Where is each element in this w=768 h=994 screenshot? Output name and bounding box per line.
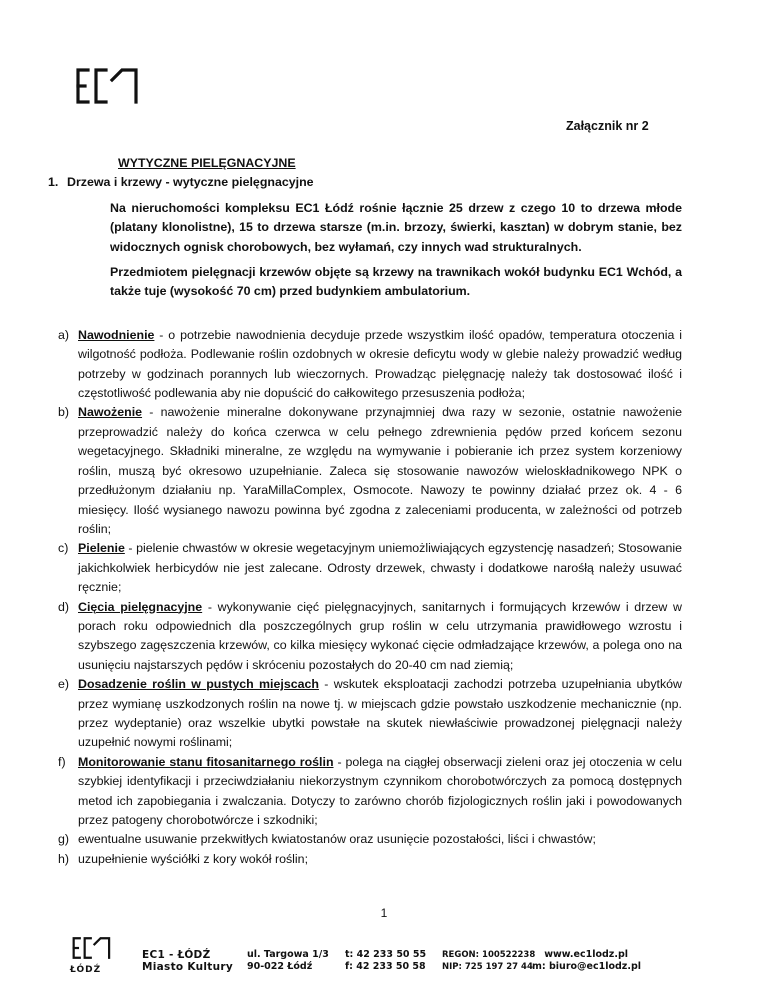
trees-paragraph: Na nieruchomości kompleksu EC1 Łódź rośnie łącznie 25 drzew z czego 10 to drzewa młode (platany klonolistne), 15 to drzewa starsze (m.in. brzozy, świerki, kasztan) w dobrym stanie, bez widocznych ognisk chorobowych, bez wyłamań, czy innych wad strukturalnych. [110, 200, 682, 254]
document-body [48, 154, 682, 869]
list-text: - wykonywanie cięć pielęgnacyjnych, sanitarnych i formujących krzewów i drzew w porach roku odpowiednich dla poszczególnych grup roślin w celu utrzymania prawidłowego wzrostu i szybszego zagęszczenia krzewów, co kilka miesięcy wykonać cięcie odmładzające krzewów, a polega ono na usunięciu najstarszych pędów i skróceniu pozostałych do 20-40 cm nad ziemią; [78, 599, 682, 672]
list-item-g [48, 830, 682, 849]
list-item-e [48, 675, 682, 753]
list-item-f [48, 753, 682, 831]
ec1-logo-small [70, 937, 114, 959]
footer-city: 90-022 Łódź [247, 961, 313, 972]
section-heading: WYTYCZNE PIELĘGNACYJNE [118, 156, 296, 170]
footer-contact [345, 949, 426, 973]
section-1-title-row [48, 173, 682, 192]
footer-regon: REGON: 100522238 [442, 950, 536, 960]
list-marker: e) [58, 677, 70, 692]
care-guidelines-list [48, 326, 682, 869]
footer-logo-text: ŁÓDŹ [70, 965, 102, 975]
list-item-d [48, 598, 682, 676]
shrubs-paragraph: Przedmiotem pielęgnacji krzewów objęte są krzewy na trawnikach wokół budynku EC1 Wchód, a także tuje (wysokość 70 cm) przed budynkiem ambulatorium. [110, 265, 682, 299]
list-marker: c) [58, 541, 69, 556]
list-text: - wskutek eksploatacji zachodzi potrzeba uzupełniania ubytków przez wymianę uszkodzonych roślin na nowe tj. w miejscach gdzie powstało uszkodzenie mechanicznie (np. przez wydeptanie) oraz wszelkie ubytki powstałe na skutek niewłaściwie prowadzonej pielęgnacji należy uzupełnić nowymi roślinami; [78, 677, 682, 750]
footer-email-link[interactable]: m: biuro@ec1lodz.pl [532, 961, 641, 972]
footer-org-name: EC1 - ŁÓDŹ [142, 949, 211, 961]
footer-logo [70, 937, 114, 975]
footer-org-subtitle: Miasto Kultury [142, 961, 234, 973]
footer-org [142, 949, 233, 973]
footer-web [532, 949, 641, 973]
footer [0, 935, 768, 975]
list-marker: b) [58, 405, 70, 420]
attachment-label: Załącznik nr 2 [566, 119, 649, 133]
footer-ids [442, 949, 535, 973]
list-item-c [48, 539, 682, 597]
list-term: Monitorowanie stanu fitosanitarnego roślin [78, 754, 334, 769]
list-marker: f) [58, 754, 66, 769]
section-1-number: 1. [48, 175, 59, 190]
list-term: Pielenie [78, 541, 125, 556]
page-number: 1 [380, 906, 388, 920]
list-text: - polega na ciągłej obserwacji zieleni oraz jej otoczenia w celu szybkiej identyfikacji i przeciwdziałaniu niekorzystnym czynnikom chorobotwórczych za pomocą dostępnych metod ich zapobiegania i zwalczania. Dotyczy to zarówno chorób fizjologicznych roślin jaki i powodowanych przez patogeny chorobotwórcze i szkodniki; [78, 754, 682, 827]
list-text: uzupełnienie wyściółki z kory wokół roślin; [78, 851, 309, 866]
list-item-b [48, 403, 682, 539]
list-term: Nawożenie [78, 405, 143, 420]
footer-website-link[interactable]: www.ec1lodz.pl [544, 949, 628, 960]
footer-fax: f: 42 233 50 58 [345, 961, 426, 972]
list-term: Cięcia pielęgnacyjne [78, 599, 203, 614]
list-text: - o potrzebie nawodnienia decyduje przede wszystkim ilość opadów, temperatura otoczenia i wilgotność podłoża. Podlewanie roślin ozdobnych w okresie deficytu wody w glebie należy prowadzić według potrzeby w godzinach porannych lub wieczornych. Prowadząc pielęgnację należy tak dostosować ilość i częstotliwość podlewania aby nie dopuścić do całkowitego przesuszenia podłoża; [78, 327, 682, 401]
list-item-a [48, 326, 682, 404]
list-text: ewentualne usuwanie przekwitłych kwiatostanów oraz usunięcie pozostałości, liści i chwastów; [78, 832, 596, 847]
list-term: Nawodnienie [78, 327, 155, 342]
footer-phone: t: 42 233 50 55 [345, 949, 427, 960]
list-marker: d) [58, 599, 70, 614]
list-term: Dosadzenie roślin w pustych miejscach [78, 677, 319, 692]
section-1-title: Drzewa i krzewy - wytyczne pielęgnacyjne [67, 175, 314, 190]
list-marker: h) [58, 851, 70, 866]
list-marker: g) [58, 832, 70, 847]
footer-street: ul. Targowa 1/3 [247, 949, 329, 960]
list-text: - pielenie chwastów w okresie wegetacyjnym uniemożliwiających egzystencję nasadzeń; Stosowanie jakichkolwiek herbicydów nie jest zalecane. Odrosty drzewek, chwasty i dodatkowe narośłą należy usuwać ręcznie; [78, 541, 682, 595]
footer-nip: NIP: 725 197 27 44 [442, 962, 533, 972]
list-text: - nawożenie mineralne dokonywane przynajmniej dwa razy w sezonie, ostatnie nawożenie przeprowadzić należy do końca czerwca w celu pełnego zdrewnienia pędów przed końcem sezonu wegetacyjnego. Składniki mineralne, ze względu na wymywanie i pobieranie ich przez system korzeniowy roślin, muszą być okresowo uzupełnianie. Zaleca się stosowanie nawozów wieloskładnikowego NPK o przedłużonym działaniu np. YaraMillaComplex, Osmocote. Nawozy te powinny działać przez ok. 4 - 6 miesięcy. Ilość wysianego nawozu powinna być zgodna z zaleceniami producenta, w zależności od potrzeb roślin; [78, 405, 682, 536]
footer-address [247, 949, 329, 973]
list-marker: a) [58, 327, 70, 342]
ec1-logo [76, 68, 140, 104]
list-item-h [48, 850, 682, 869]
